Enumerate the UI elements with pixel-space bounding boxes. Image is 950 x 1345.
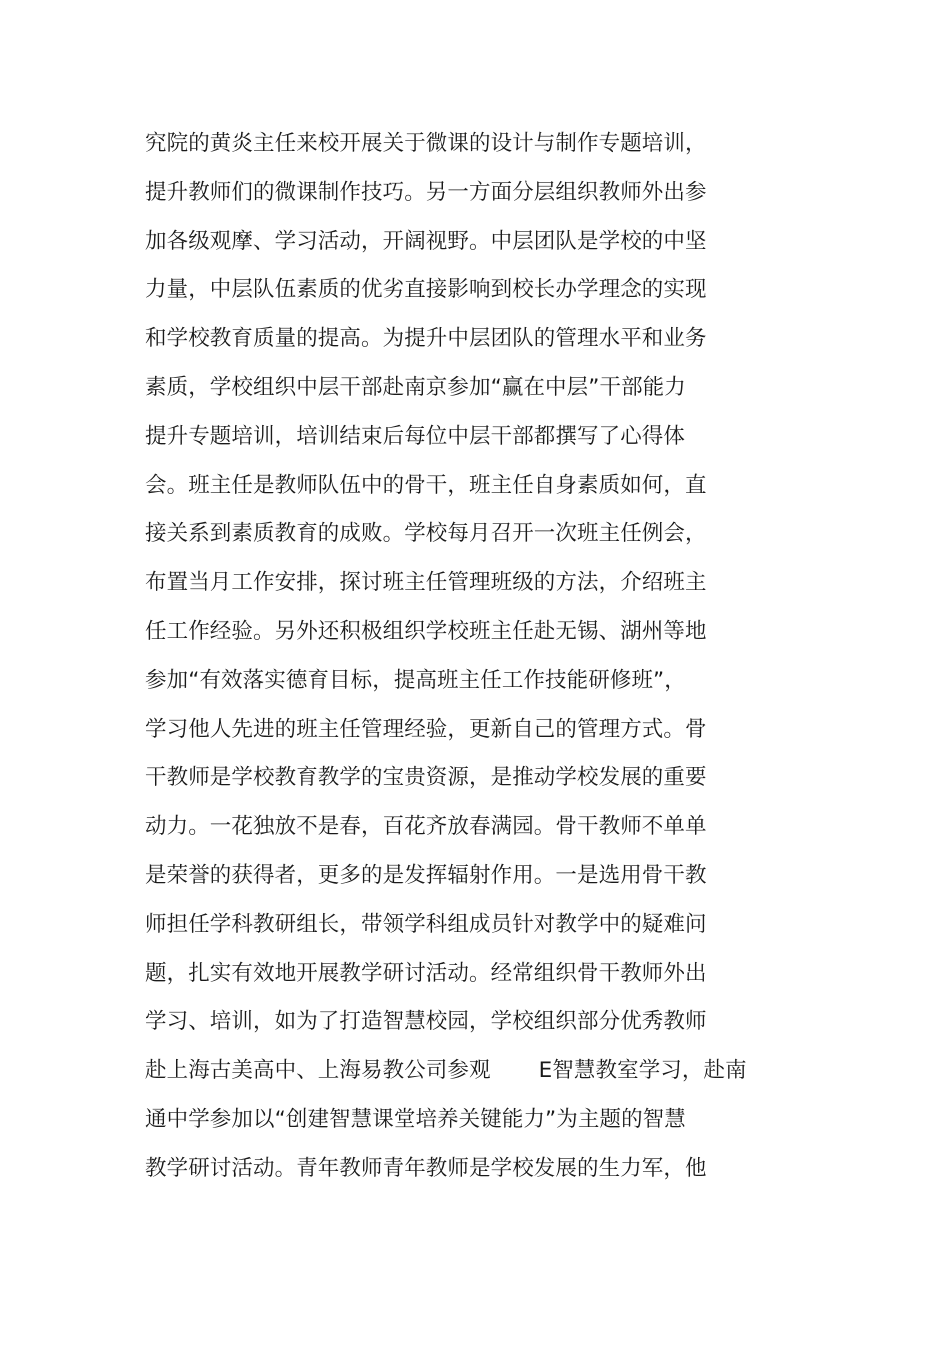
text-line-19: 学习、培训，如为了打造智慧校园，学校组织部分优秀教师	[145, 1009, 707, 1035]
text-line-8: 会。班主任是教师队伍中的骨干，班主任自身素质如何，直	[145, 472, 707, 498]
text-line-20-part-b: E智慧教室学习，赴南	[538, 1058, 747, 1084]
text-line-18: 题，扎实有效地开展教学研讨活动。经常组织骨干教师外出	[145, 960, 707, 986]
text-line-13: 学习他人先进的班主任管理经验，更新自己的管理方式。骨	[145, 716, 707, 742]
text-line-11: 任工作经验。另外还积极组织学校班主任赴无锡、湖州等地	[145, 618, 707, 644]
text-line-4: 力量，中层队伍素质的优劣直接影响到校长办学理念的实现	[145, 277, 707, 303]
text-line-20	[145, 1047, 925, 1096]
text-line-5: 和学校教育质量的提高。为提升中层团队的管理水平和业务	[145, 326, 707, 352]
text-line-15: 动力。一花独放不是春，百花齐放春满园。骨干教师不单单	[145, 814, 707, 840]
text-line-3: 加各级观摩、学习活动，开阔视野。中层团队是学校的中坚	[145, 228, 707, 254]
text-line-14: 干教师是学校教育教学的宝贵资源，是推动学校发展的重要	[145, 765, 707, 791]
text-line-20-part-a: 赴上海古美高中、上海易教公司参观	[145, 1058, 491, 1084]
text-line-21: 通中学参加以“创建智慧课堂培养关键能力”为主题的智慧	[145, 1106, 686, 1132]
text-line-16: 是荣誉的获得者，更多的是发挥辐射作用。一是选用骨干教	[145, 862, 707, 888]
text-line-22: 教学研讨活动。青年教师青年教师是学校发展的生力军，他	[145, 1155, 707, 1181]
text-line-10: 布置当月工作安排，探讨班主任管理班级的方法，介绍班主	[145, 570, 707, 596]
text-line-17: 师担任学科教研组长，带领学科组成员针对教学中的疑难问	[145, 911, 707, 937]
body-paragraph	[145, 120, 925, 1194]
text-line-9: 接关系到素质教育的成败。学校每月召开一次班主任例会，	[145, 521, 707, 547]
text-line-1: 究院的黄炎主任来校开展关于微课的设计与制作专题培训，	[145, 131, 707, 156]
text-line-2: 提升教师们的微课制作技巧。另一方面分层组织教师外出参	[145, 179, 707, 205]
text-line-6: 素质，学校组织中层干部赴南京参加“赢在中层”干部能力	[145, 374, 686, 400]
text-line-7: 提升专题培训，培训结束后每位中层干部都撰写了心得体	[145, 423, 686, 449]
text-line-12: 参加“有效落实德育目标，提高班主任工作技能研修班”，	[145, 667, 686, 693]
